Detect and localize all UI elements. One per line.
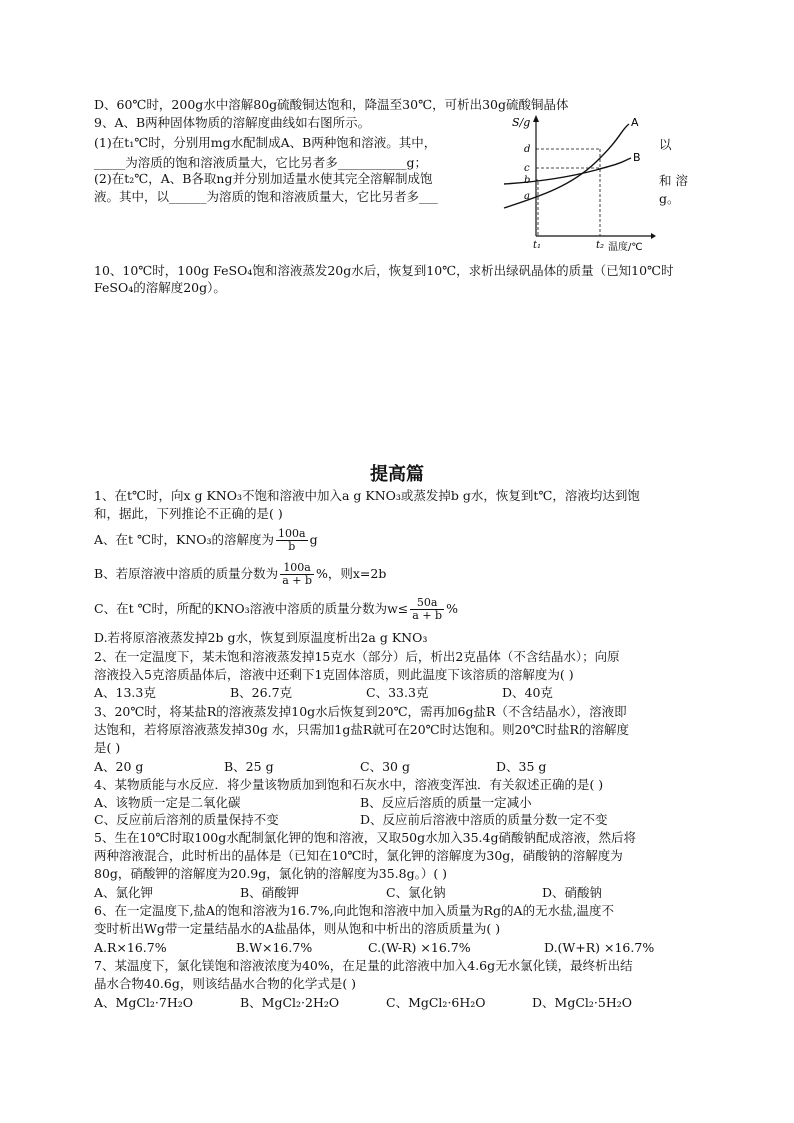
q1-option-a bbox=[94, 526, 318, 554]
q9-part2-line1: (2)在t₂℃，A、B各取ng并分别加适量水使其完全溶解制成饱 bbox=[94, 171, 433, 186]
q9-part1-line1: (1)在t₁℃时，分别用mg水配制成A、B两种饱和溶液。其中， bbox=[94, 135, 437, 150]
q7-options bbox=[94, 995, 632, 1011]
q4-stem: 4、某物质能与水反应．将少量该物质加到饱和石灰水中，溶液变浑浊．有关叙述正确的是( ) bbox=[94, 777, 604, 792]
q5-line3: 80g，硝酸钾的溶解度为20.9g，氯化钠的溶解度为35.8g。）( ) bbox=[94, 866, 448, 881]
q2-option-a: A、13.3克 bbox=[94, 685, 156, 700]
tick-c: c bbox=[524, 163, 530, 174]
q10-line2: FeSO₄的溶解度20g）。 bbox=[94, 280, 226, 295]
q5-line1: 5、生在10℃时取100g水配制氯化钾的饱和溶液，又取50g水加入35.4g硝酸钠配成溶液，然后将 bbox=[94, 830, 636, 845]
q7-line1: 7、某温度下，氯化镁饱和溶液浓度为40%，在足量的此溶液中加入4.6g无水氯化镁，最终析出结 bbox=[94, 958, 633, 973]
q1-option-b bbox=[94, 560, 386, 588]
q4-option-a: A、该物质一定是二氧化碳 bbox=[94, 795, 241, 810]
q7-option-a: A、MgCl₂·7H₂O bbox=[94, 995, 193, 1010]
q8-option-d: D、60℃时，200g水中溶解80g硫酸铜达饱和，降温至30℃，可析出30g硫酸铜晶体 bbox=[94, 97, 569, 112]
q7-option-c: C、MgCl₂·6H₂O bbox=[386, 995, 486, 1010]
q1-a-suffix: g bbox=[309, 532, 318, 547]
curve-a-label: A bbox=[631, 116, 639, 129]
tick-t2: t₂ bbox=[596, 240, 605, 251]
q3-option-b: B、25 g bbox=[224, 759, 274, 774]
q1-b-denominator: a + b bbox=[282, 574, 312, 587]
q1-option-d: D.若将原溶液蒸发掉2b g水，恢复到原温度析出2a g KNO₃ bbox=[94, 630, 428, 645]
q10-line1: 10、10℃时，100g FeSO₄饱和溶液蒸发20g水后，恢复到10℃，求析出绿矾晶体的质量（已知10℃时 bbox=[94, 263, 674, 278]
q4-option-c: C、反应前后溶剂的质量保持不变 bbox=[94, 812, 279, 827]
q6-option-b: B.W×16.7% bbox=[236, 940, 313, 955]
x-axis-label: 温度/℃ bbox=[608, 242, 643, 252]
q5-option-d: D、硝酸钠 bbox=[542, 885, 603, 900]
q5-option-b: B、硝酸钾 bbox=[240, 885, 300, 900]
q7-option-d: D、MgCl₂·5H₂O bbox=[532, 995, 632, 1010]
y-axis-label: S/g bbox=[512, 116, 531, 129]
q9-part1-line2: _____为溶质的饱和溶液质量大，它比另者多___________g； bbox=[94, 155, 428, 170]
q1-b-fraction bbox=[280, 562, 314, 587]
q9-title: 9、A、B两种固体物质的溶解度曲线如右图所示。 bbox=[94, 115, 371, 130]
q3-line2: 达饱和，若将原溶液蒸发掉30g 水，只需加1g盐R就可在20℃时达饱和。则20℃时盐R的溶解度 bbox=[94, 722, 629, 737]
q3-options bbox=[94, 759, 546, 775]
q9-part2-line1-right: 和 溶 bbox=[659, 173, 688, 188]
q6-option-a: A.R×16.7% bbox=[94, 940, 167, 955]
q3-option-a: A、20 g bbox=[94, 759, 144, 774]
q2-line2: 溶液投入5克溶质晶体后，溶液中还剩下1克固体溶质，则此温度下该溶质的溶解度为( ) bbox=[94, 667, 574, 682]
q1-a-fraction bbox=[276, 528, 308, 553]
q6-line2: 变时析出Wg带一定量结晶水的A盐晶体，则从饱和中析出的溶质质量为( ) bbox=[94, 921, 501, 936]
tick-d: d bbox=[524, 144, 531, 155]
q6-line1: 6、在一定温度下,盐A的饱和溶液为16.7%,向此饱和溶液中加入质量为Rg的A的无水盐,温度不 bbox=[94, 903, 615, 918]
q2-options bbox=[94, 685, 553, 701]
q6-option-d: D.(W+R) ×16.7% bbox=[544, 940, 655, 955]
q3-line1: 3、20℃时，将某盐R的溶液蒸发掉10g水后恢复到20℃，需再加6g盐R（不含结晶水），溶液即 bbox=[94, 704, 627, 719]
q9-part1-line1-right: 以 bbox=[659, 137, 672, 152]
q1-c-numerator: 50a bbox=[416, 596, 438, 609]
q4-option-d: D、反应前后溶液中溶质的质量分数一定不变 bbox=[360, 812, 608, 827]
q1-c-suffix: % bbox=[446, 601, 458, 616]
tick-a: a bbox=[524, 191, 530, 202]
q6-options bbox=[94, 940, 654, 956]
q6-option-c: C.(W-R) ×16.7% bbox=[368, 940, 471, 955]
q4-options-row1 bbox=[94, 795, 532, 811]
curve-b-label: B bbox=[633, 151, 641, 164]
q4-options-row2 bbox=[94, 812, 608, 828]
q5-line2: 两种溶液混合，此时析出的晶体是（已知在10℃时，氯化钾的溶解度为30g，硝酸钠的溶解度为 bbox=[94, 848, 623, 863]
q3-line3: 是( ) bbox=[94, 740, 121, 755]
q2-option-b: B、26.7克 bbox=[230, 685, 293, 700]
q1-stem-line1: 1、在t℃时，向x g KNO₃不饱和溶液中加入a g KNO₃或蒸发掉b g水，恢复到t℃，溶液均达到饱 bbox=[94, 488, 640, 503]
q1-a-denominator: b bbox=[276, 540, 308, 553]
q1-c-denominator: a + b bbox=[412, 609, 443, 622]
q1-c-fraction bbox=[410, 597, 444, 622]
q2-option-d: D、40克 bbox=[502, 685, 553, 700]
q4-option-b: B、反应后溶质的质量一定减小 bbox=[360, 795, 532, 810]
q1-b-suffix: %，则x=2b bbox=[316, 566, 387, 581]
q1-stem-line2: 和，据此，下列推论不正确的是( ) bbox=[94, 506, 283, 521]
q1-option-c bbox=[94, 595, 458, 623]
q1-b-numerator: 100a bbox=[283, 561, 311, 574]
q2-line1: 2、在一定温度下，某未饱和溶液蒸发掉15克水（部分）后，析出2克晶体（不含结晶水）；向原 bbox=[94, 649, 620, 664]
q7-line2: 晶水合物40.6g，则该结晶水合物的化学式是( ) bbox=[94, 976, 357, 991]
q7-option-b: B、MgCl₂·2H₂O bbox=[240, 995, 340, 1010]
q1-b-prefix: B、若原溶液中溶质的质量分数为 bbox=[94, 566, 279, 581]
solubility-curve-graph bbox=[486, 112, 656, 252]
q5-option-c: C、氯化钠 bbox=[386, 885, 446, 900]
x-axis-arrow bbox=[651, 233, 656, 239]
q9-part2-line2-right: g。 bbox=[659, 191, 680, 206]
q5-options bbox=[94, 885, 602, 901]
q2-option-c: C、33.3克 bbox=[366, 685, 429, 700]
y-axis-arrow bbox=[533, 115, 539, 122]
tick-b: b bbox=[524, 175, 531, 186]
q3-option-c: C、30 g bbox=[360, 759, 410, 774]
tick-t1: t₁ bbox=[533, 240, 542, 251]
q1-a-prefix: A、在t ℃时，KNO₃的溶解度为 bbox=[94, 532, 275, 547]
section-title: 提高篇 bbox=[370, 464, 424, 485]
q1-a-numerator: 100a bbox=[278, 527, 306, 540]
q1-c-prefix: C、在t ℃时，所配的KNO₃溶液中溶质的质量分数为w≤ bbox=[94, 601, 409, 616]
q5-option-a: A、氯化钾 bbox=[94, 885, 154, 900]
q9-part2-line2: 液。其中，以______为溶质的饱和溶液质量大，它比另者多___ bbox=[94, 189, 438, 204]
q3-option-d: D、35 g bbox=[496, 759, 547, 774]
